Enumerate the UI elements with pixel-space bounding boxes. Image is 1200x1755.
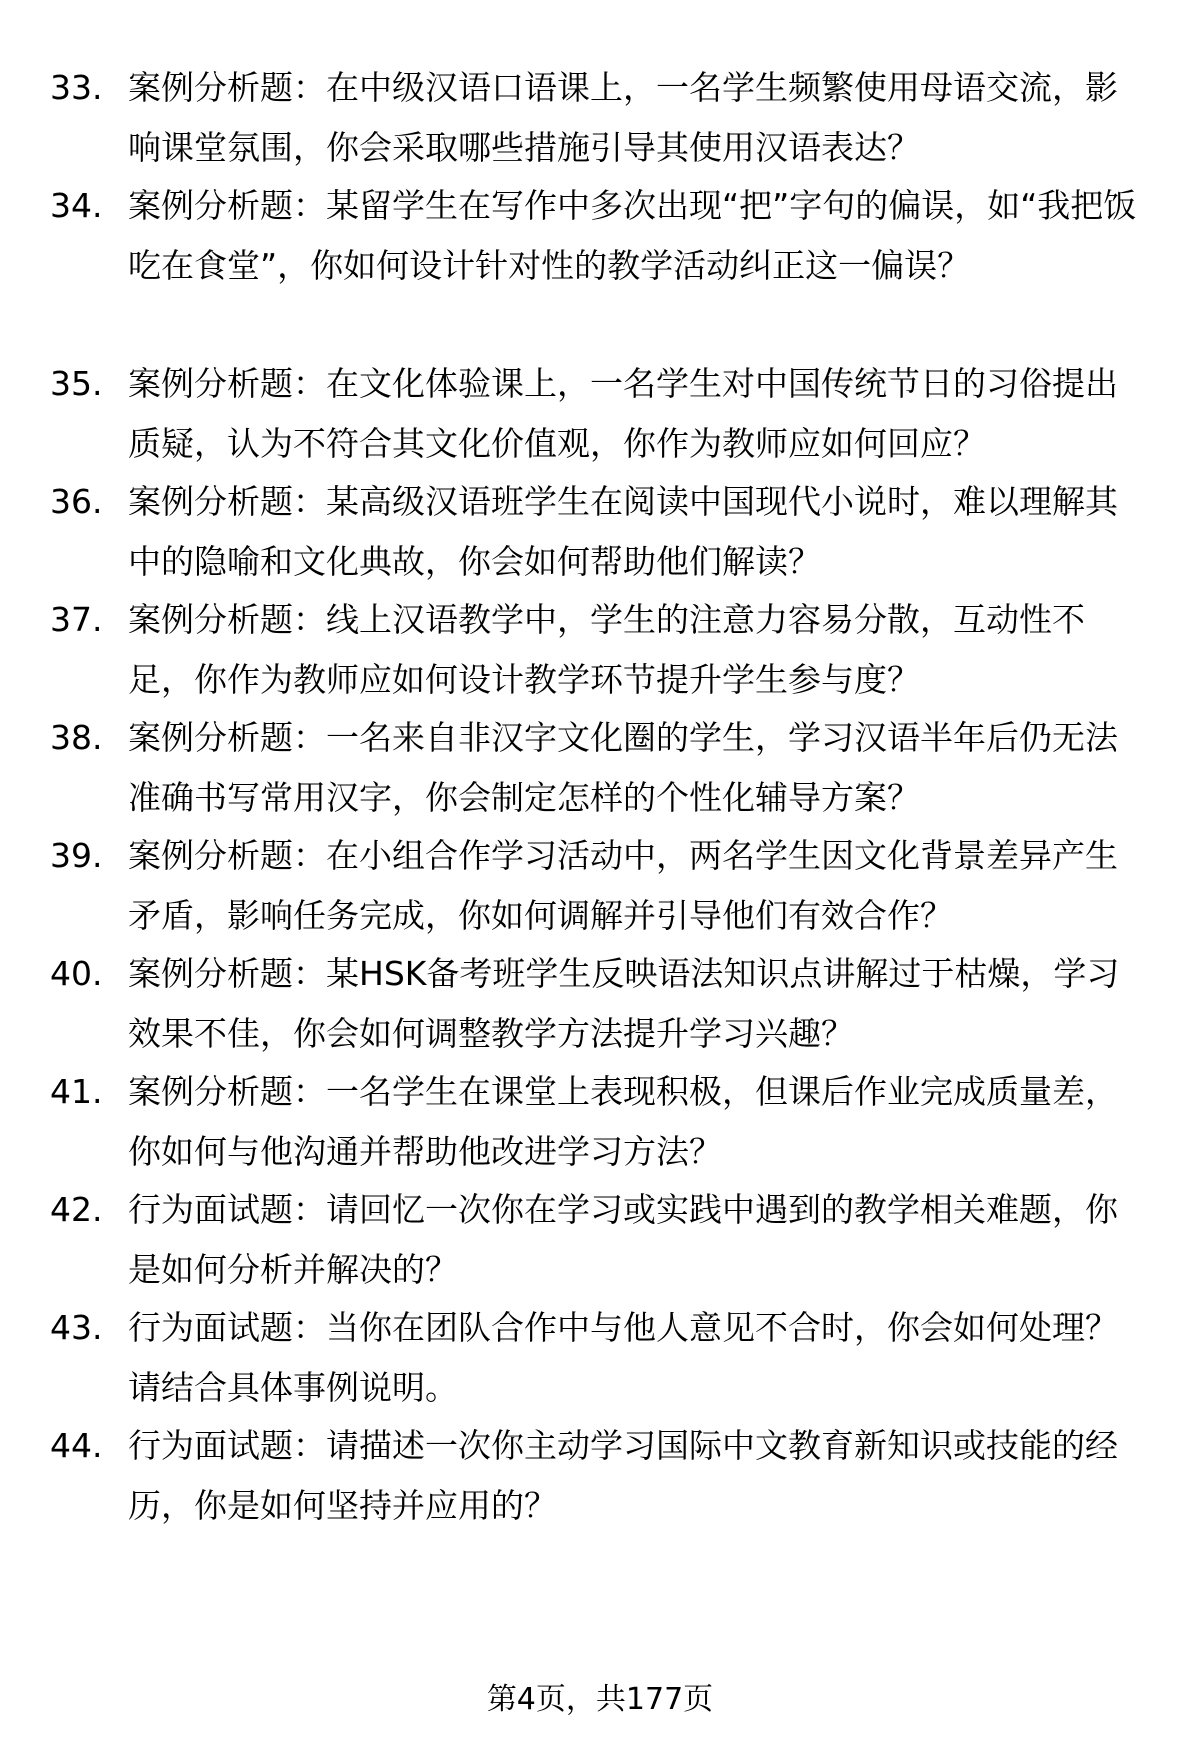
question-number: 38. xyxy=(50,718,103,757)
question-text: 行为面试题：当你在团队合作中与他人意见不合时，你会如何处理？请结合具体事例说明。 xyxy=(128,1308,1118,1407)
question-number: 43. xyxy=(50,1308,103,1347)
page-number-footer: 第4页，共177页 xyxy=(486,1682,714,1717)
question-number: 36. xyxy=(50,482,103,521)
question-text: 行为面试题：请描述一次你主动学习国际中文教育新知识或技能的经历，你是如何坚持并应用的？ xyxy=(128,1426,1118,1525)
question-number: 44. xyxy=(50,1426,103,1465)
question-text: 案例分析题：一名学生在课堂上表现积极，但课后作业完成质量差，你如何与他沟通并帮助他改进学习方法？ xyxy=(128,1072,1118,1171)
question-text: 案例分析题：在小组合作学习活动中，两名学生因文化背景差异产生矛盾，影响任务完成，你如何调解并引导他们有效合作？ xyxy=(128,836,1118,935)
question-number: 37. xyxy=(50,600,103,639)
question-number: 40. xyxy=(50,954,103,993)
question-text: 案例分析题：一名来自非汉字文化圈的学生，学习汉语半年后仍无法准确书写常用汉字，你会制定怎样的个性化辅导方案？ xyxy=(128,718,1118,817)
question-text: 案例分析题：某留学生在写作中多次出现“把”字句的偏误，如“我把饭吃在食堂”，你如何设计针对性的教学活动纠正这一偏误？ xyxy=(128,186,1137,285)
question-text: 行为面试题：请回忆一次你在学习或实践中遇到的教学相关难题，你是如何分析并解决的？ xyxy=(128,1190,1118,1289)
question-number: 34. xyxy=(50,186,103,225)
question-number: 41. xyxy=(50,1072,103,1111)
question-number: 42. xyxy=(50,1190,103,1229)
question-text: 案例分析题：某HSK备考班学生反映语法知识点讲解过于枯燥，学习效果不佳，你会如何调整教学方法提升学习兴趣？ xyxy=(128,954,1120,1053)
question-number: 35. xyxy=(50,364,103,403)
question-number: 33. xyxy=(50,68,103,107)
question-text: 案例分析题：线上汉语教学中，学生的注意力容易分散，互动性不足，你作为教师应如何设计教学环节提升学生参与度？ xyxy=(128,600,1085,699)
question-text: 案例分析题：某高级汉语班学生在阅读中国现代小说时，难以理解其中的隐喻和文化典故，你会如何帮助他们解读？ xyxy=(128,482,1118,581)
question-text: 案例分析题：在中级汉语口语课上，一名学生频繁使用母语交流，影响课堂氛围，你会采取哪些措施引导其使用汉语表达？ xyxy=(128,68,1118,167)
question-text: 案例分析题：在文化体验课上，一名学生对中国传统节日的习俗提出质疑，认为不符合其文化价值观，你作为教师应如何回应？ xyxy=(128,364,1118,463)
question-number: 39. xyxy=(50,836,103,875)
